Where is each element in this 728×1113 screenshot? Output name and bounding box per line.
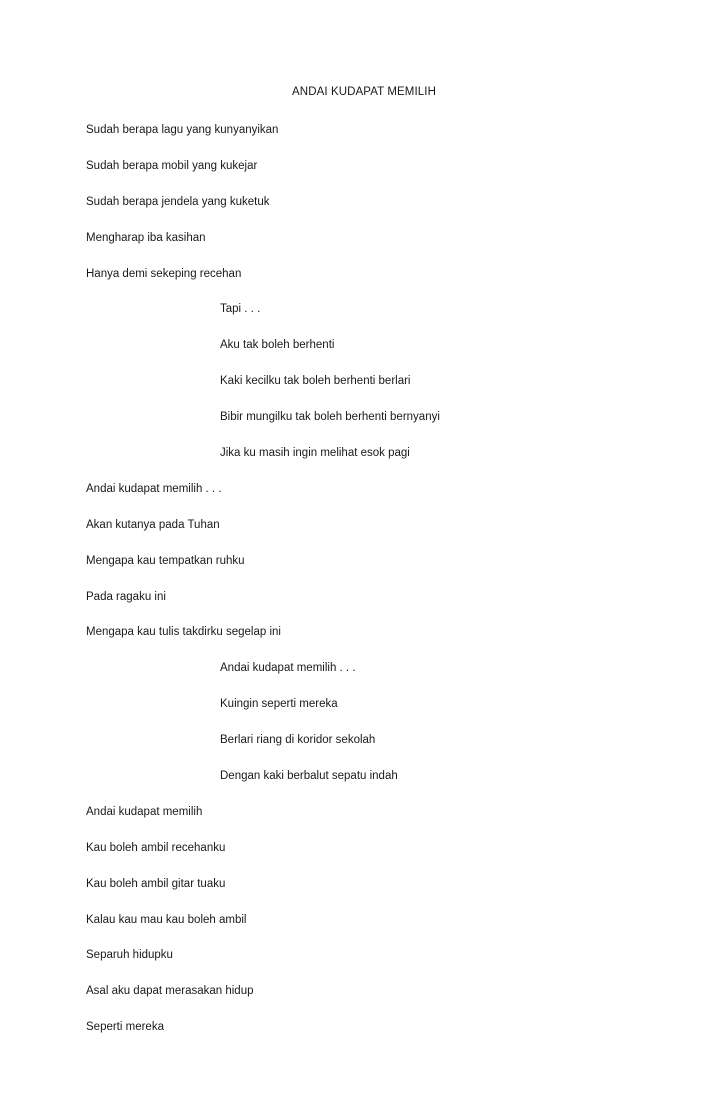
poem-line: Andai kudapat memilih . . . bbox=[220, 662, 356, 675]
poem-line: Mengapa kau tempatkan ruhku bbox=[86, 554, 245, 567]
poem-line: Jika ku masih ingin melihat esok pagi bbox=[220, 447, 410, 460]
poem-line: Mengapa kau tulis takdirku segelap ini bbox=[86, 626, 281, 639]
poem-line: Akan kutanya pada Tuhan bbox=[86, 518, 220, 531]
poem-line: Sudah berapa lagu yang kunyanyikan bbox=[86, 124, 279, 136]
poem-line: Sudah berapa mobil yang kukejar bbox=[86, 159, 258, 172]
poem-line: Seperti mereka bbox=[86, 1021, 164, 1034]
poem-line: Kau boleh ambil recehanku bbox=[86, 841, 226, 854]
poem-line: Berlari riang di koridor sekolah bbox=[220, 734, 376, 747]
poem-line: Bibir mungilku tak boleh berhenti bernyanyi bbox=[220, 411, 440, 424]
poem-line: Dengan kaki berbalut sepatu indah bbox=[220, 770, 398, 783]
poem-line: Andai kudapat memilih bbox=[86, 805, 203, 818]
poem-line: Kalau kau mau kau boleh ambil bbox=[86, 913, 247, 926]
poem-line: Andai kudapat memilih . . . bbox=[86, 482, 222, 495]
poem-line: Kau boleh ambil gitar tuaku bbox=[86, 877, 226, 890]
poem-title: ANDAI KUDAPAT MEMILIH bbox=[292, 86, 436, 98]
poem-body bbox=[86, 122, 688, 1055]
poem-line: Hanya demi sekeping recehan bbox=[86, 267, 242, 280]
poem-line: Mengharap iba kasihan bbox=[86, 231, 206, 244]
poem-line: Aku tak boleh berhenti bbox=[220, 339, 335, 352]
poem-line: Kaki kecilku tak boleh berhenti berlari bbox=[220, 375, 411, 388]
poem-line: Pada ragaku ini bbox=[86, 590, 166, 603]
poem-line: Kuingin seperti mereka bbox=[220, 698, 338, 711]
poem-line: Sudah berapa jendela yang kuketuk bbox=[86, 195, 270, 208]
poem-line: Separuh hidupku bbox=[86, 949, 173, 962]
poem-line: Asal aku dapat merasakan hidup bbox=[86, 985, 254, 998]
poem-line: Tapi . . . bbox=[220, 303, 261, 316]
